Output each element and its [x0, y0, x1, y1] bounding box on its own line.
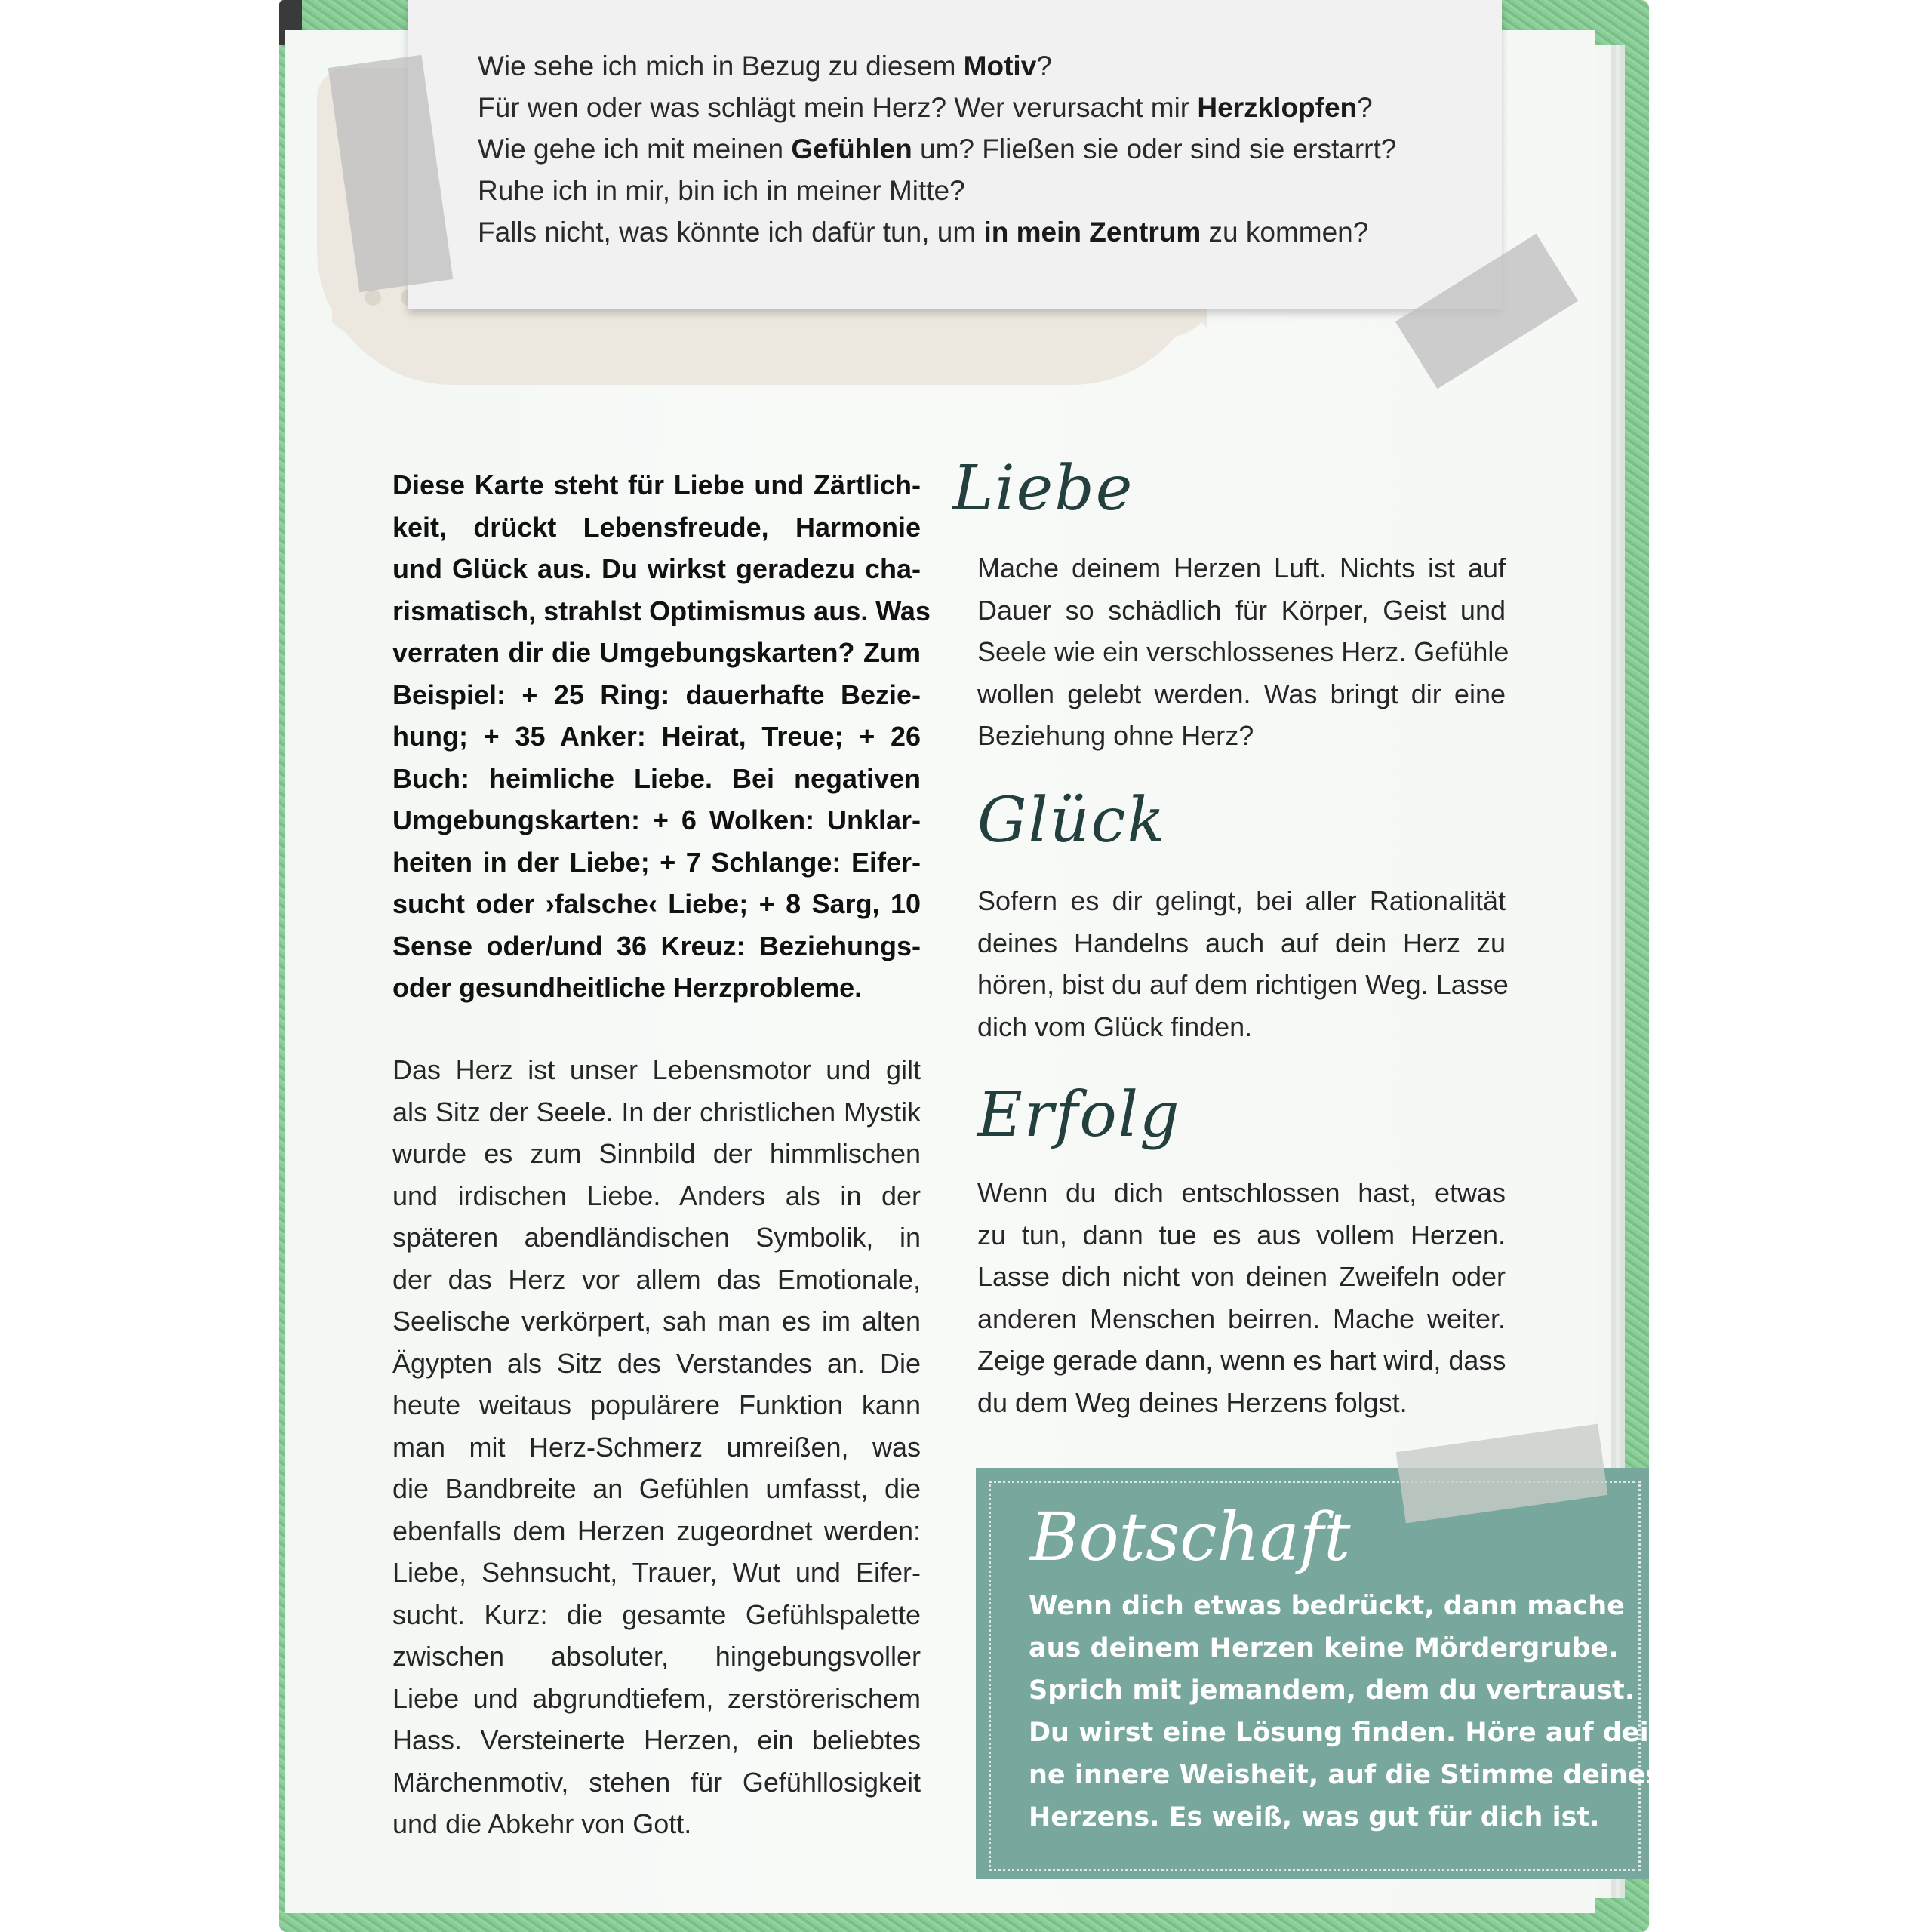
text-line: Das Herz ist unser Lebensmotor und gilt	[392, 1054, 921, 1085]
text-line: heiten in der Liebe; + 7 Schlange: Eifer-	[392, 846, 921, 878]
text-line: späteren abendländischen Symbolik, in	[392, 1222, 921, 1253]
text-line: Seele wie ein verschlossenes Herz. Gefühle	[977, 636, 1509, 667]
text-line: ebenfalls dem Herzen zugeordnet werden:	[392, 1515, 921, 1546]
text-line: wurde es zum Sinnbild der himmlischen	[392, 1138, 921, 1169]
text-line: keit, drückt Lebensfreude, Harmonie	[392, 511, 921, 543]
text-line: Lasse dich nicht von deinen Zweifeln oder	[977, 1261, 1506, 1292]
text-line: anderen Menschen beirren. Mache weiter.	[977, 1303, 1506, 1334]
text-line: und irdischen Liebe. Anders als in der	[392, 1180, 921, 1211]
text-line: Zeige gerade dann, wenn es hart wird, dass	[977, 1345, 1506, 1376]
note-line: Für wen oder was schlägt mein Herz? Wer verursacht mir Herzklopfen?	[478, 92, 1373, 123]
text-line: Sprich mit jemandem, dem du vertraust.	[1029, 1675, 1635, 1706]
text-line: hören, bist du auf dem richtigen Weg. Lasse	[977, 969, 1509, 1000]
heading-erfolg: Erfolg	[977, 1079, 1181, 1151]
text-line: rismatisch, strahlst Optimismus aus. Was	[392, 595, 931, 626]
message-box-text	[1029, 1585, 1662, 1838]
text-line: Wenn dich etwas bedrückt, dann mache	[1029, 1591, 1625, 1621]
text-line: dich vom Glück finden.	[977, 1011, 1253, 1042]
text-line: wollen gelebt werden. Was bringt dir eine	[977, 678, 1506, 709]
text-line: Umgebungskarten: + 6 Wolken: Unklar-	[392, 804, 921, 835]
text-line: Herzens. Es weiß, was gut für dich ist.	[1029, 1802, 1600, 1832]
text-line: hung; + 35 Anker: Heirat, Treue; + 26	[392, 721, 921, 752]
text-line: als Sitz der Seele. In der christlichen Mystik	[392, 1096, 921, 1128]
text-line: Märchenmotiv, stehen für Gefühllosigkeit	[392, 1766, 921, 1798]
question-note-text	[478, 45, 1396, 253]
heading-glueck: Glück	[977, 785, 1167, 857]
text-line: Sense oder/und 36 Kreuz: Beziehungs-	[392, 930, 921, 961]
text-line: Buch: heimliche Liebe. Bei negativen	[392, 762, 921, 794]
text-line: Beziehung ohne Herz?	[977, 720, 1254, 751]
section-erfolg-text	[977, 1172, 1506, 1423]
text-line: du dem Weg deines Herzens folgst.	[977, 1386, 1407, 1418]
text-line: Seelische verkörpert, sah man es im alten	[392, 1306, 921, 1337]
intro-paragraph	[392, 464, 931, 1009]
text-line: Liebe und abgrundtiefem, zerstörerischem	[392, 1682, 921, 1714]
text-line: und Glück aus. Du wirkst geradezu cha-	[392, 553, 921, 584]
text-line: der das Herz vor allem das Emotionale,	[392, 1263, 921, 1295]
section-glueck-text	[977, 880, 1509, 1048]
text-line: Wenn du dich entschlossen hast, etwas	[977, 1177, 1506, 1208]
text-line: sucht oder ›falsche‹ Liebe; + 8 Sarg, 10	[392, 888, 921, 919]
text-line: Dauer so schädlich für Körper, Geist und	[977, 594, 1506, 626]
note-line: Wie gehe ich mit meinen Gefühlen um? Fließen sie oder sind sie erstarrt?	[478, 134, 1397, 165]
note-line: Wie sehe ich mich in Bezug zu diesem Motiv?	[478, 51, 1052, 82]
section-liebe-text	[977, 547, 1509, 757]
text-line: ne innere Weisheit, auf die Stimme deines	[1029, 1760, 1662, 1790]
body-paragraph	[392, 1049, 921, 1845]
text-line: Mache deinem Herzen Luft. Nichts ist auf	[977, 552, 1506, 583]
text-line: aus deinem Herzen keine Mördergrube.	[1029, 1633, 1619, 1663]
note-line: Falls nicht, was könnte ich dafür tun, um in mein Zentrum zu kommen?	[478, 217, 1369, 248]
text-line: zwischen absoluter, hingebungsvoller	[392, 1641, 921, 1672]
text-line: oder gesundheitliche Herzprobleme.	[392, 972, 863, 1003]
heading-liebe: Liebe	[952, 453, 1134, 525]
text-line: Ägypten als Sitz des Verstandes an. Die	[392, 1347, 921, 1379]
text-line: Sofern es dir gelingt, bei aller Rationalität	[977, 885, 1506, 916]
note-line: Ruhe ich in mir, bin ich in meiner Mitte?	[478, 175, 965, 206]
text-line: und die Abkehr von Gott.	[392, 1808, 692, 1839]
text-line: deines Handelns auch auf dein Herz zu	[977, 927, 1506, 958]
text-line: Hass. Versteinerte Herzen, ein beliebtes	[392, 1724, 921, 1755]
text-line: verraten dir die Umgebungskarten? Zum	[392, 637, 921, 668]
text-line: heute weitaus populärere Funktion kann	[392, 1389, 921, 1420]
text-line: Beispiel: + 25 Ring: dauerhafte Bezie-	[392, 678, 921, 710]
text-line: die Bandbreite an Gefühlen umfasst, die	[392, 1473, 921, 1504]
text-line: Diese Karte steht für Liebe und Zärtlich-	[392, 469, 921, 500]
text-line: sucht. Kurz: die gesamte Gefühlspalette	[392, 1598, 921, 1630]
text-line: zu tun, dann tue es aus vollem Herzen.	[977, 1219, 1506, 1251]
text-line: Liebe, Sehnsucht, Trauer, Wut und Eifer-	[392, 1557, 921, 1588]
text-line: Du wirst eine Lösung finden. Höre auf dei-	[1029, 1718, 1660, 1748]
message-box-title: Botschaft	[1030, 1498, 1351, 1576]
text-line: man mit Herz-Schmerz umreißen, was	[392, 1431, 921, 1463]
